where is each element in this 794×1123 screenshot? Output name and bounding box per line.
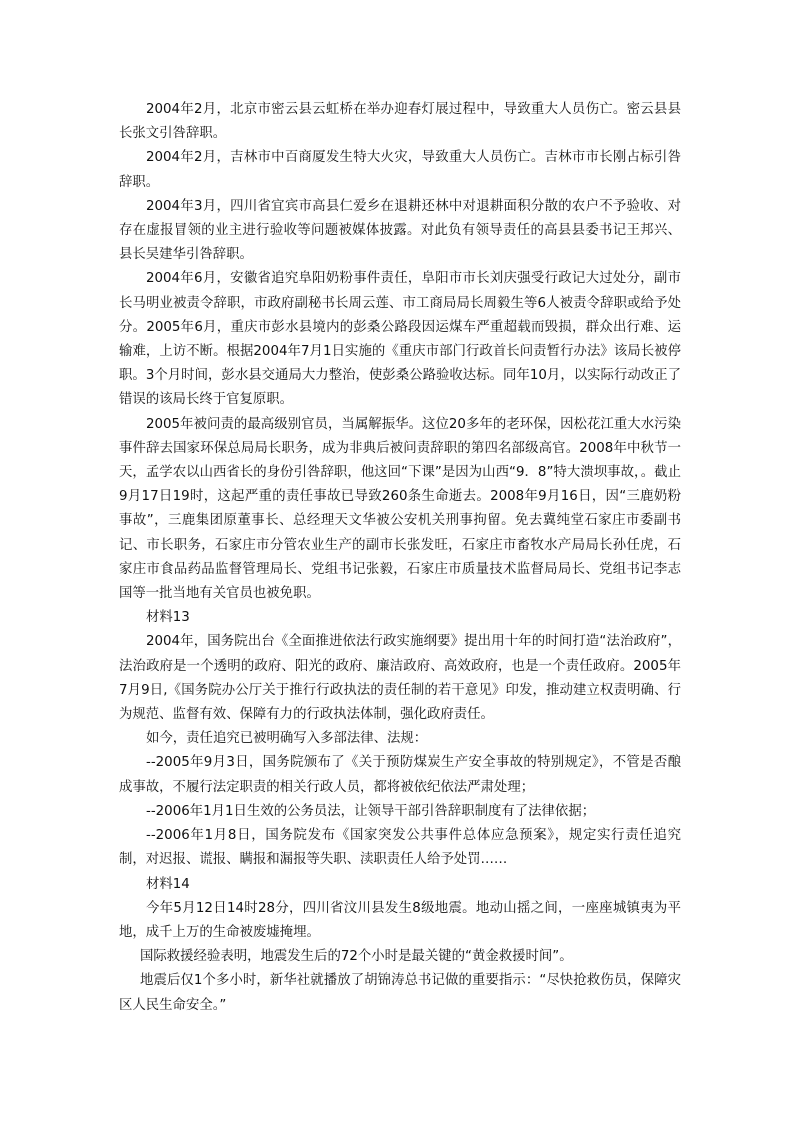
paragraph-jilin: 2004年2月，吉林市中百商厦发生特大火灾，导致重大人员伤亡。吉林市市长刚占标引咎辞职。 xyxy=(119,150,681,190)
paragraph-wenchuan-earthquake: 今年5月12日14时28分，四川省汶川县发生8级地震。地动山摇之间，一座座城镇夷为平地，成千上万的生命被废墟掩埋。 xyxy=(119,900,681,940)
list-item-coal-regulation: --2005年9月3日，国务院颁布了《关于预防煤炭生产安全事故的特别规定》，不管是否酿成事故，不履行法定职责的相关行政人员，都将被依纪依法严肃处理； xyxy=(119,755,681,795)
document-page xyxy=(119,98,681,1018)
list-item-emergency-plan: --2006年1月8日，国务院发布《国家突发公共事件总体应急预案》，规定实行责任追究制，对迟报、谎报、瞒报和漏报等失职、渎职责任人给予处罚…… xyxy=(119,828,681,868)
paragraph-yibin: 2004年3月，四川省宜宾市高县仁爱乡在退耕还林中对退耕面积分散的农户不予验收、对存在虚报冒领的业主进行验收等问题被媒体披露。对此负有领导责任的高县县委书记王邦兴、县长吴建华引咎辞职。 xyxy=(119,198,681,263)
paragraph-accountability-intro: 如今，责任追究已被明确写入多部法律、法规： xyxy=(146,731,428,747)
section-heading-material-13: 材料13 xyxy=(146,610,190,626)
paragraph-xinhua-instruction: 地震后仅1个多小时，新华社就播放了胡锦涛总书记做的重要指示：“尽快抢救伤员，保障灾区人民生命安全。” xyxy=(119,973,681,1013)
paragraph-golden-rescue-time: 国际救援经验表明，地震发生后的72个小时是最关键的“黄金救援时间”。 xyxy=(140,949,573,965)
list-item-civil-servant-law: --2006年1月1日生效的公务员法，让领导干部引咎辞职制度有了法律依据； xyxy=(146,803,596,819)
paragraph-xie-zhenhua: 2005年被问责的最高级别官员，当属解振华。这位20多年的老环保，因松花江重大水污染事件辞去国家环保总局局长职务，成为非典后被问责辞职的第四名部级高官。2008年中秋节一天，孟学农以山西省长的身份引咎辞职，他这回“下课”是因为山西“9．8”特大溃坝事故，。截止9月17日19时，这起严重的责任事故已导致260条生命逝去。2008年9月16日，因“三鹿奶粉事故”，三鹿集团原董事长、总经理天文华被公安机关刑事拘留。免去冀纯堂石家庄市委副书记、市长职务，石家庄市分管农业生产的副市长张发旺，石家庄市畜牧水产局局长孙任虎，石家庄市食品药品监督管理局长、党组书记张毅，石家庄市质量技术监督局局长、党组书记李志国等一批当地有关官员也被免职。 xyxy=(119,416,681,602)
paragraph-miyun: 2004年2月，北京市密云县云虹桥在举办迎春灯展过程中，导致重大人员伤亡。密云县县长张文引咎辞职。 xyxy=(119,102,681,142)
section-heading-material-14: 材料14 xyxy=(146,876,190,892)
paragraph-rule-of-law: 2004年，国务院出台《全面推进依法行政实施纲要》提出用十年的时间打造“法治政府”，法治政府是一个透明的政府、阳光的政府、廉洁政府、高效政府，也是一个责任政府。2005年7月9日,《国务院办公厅关于推行行政执法的责任制的若干意见》印发，推动建立权责明确、行为规范、监督有效、保障有力的行政执法体制，强化政府责任。 xyxy=(119,634,681,723)
paragraph-fuyang: 2004年6月，安徽省追究阜阳奶粉事件责任，阜阳市市长刘庆强受行政记大过处分，副市长马明业被责令辞职，市政府副秘书长周云莲、市工商局局长周毅生等6人被责令辞职或给予处分。2005年6月，重庆市彭水县境内的彭桑公路段因运煤车严重超载而毁损，群众出行难、运输难，上访不断。根据2004年7月1日实施的《重庆市部门行政首长问责暂行办法》该局长被停职。3个月时间，彭水县交通局大力整治，使彭桑公路验收达标。同年10月，以实际行动改正了错误的该局长终于官复原职。 xyxy=(119,271,681,408)
